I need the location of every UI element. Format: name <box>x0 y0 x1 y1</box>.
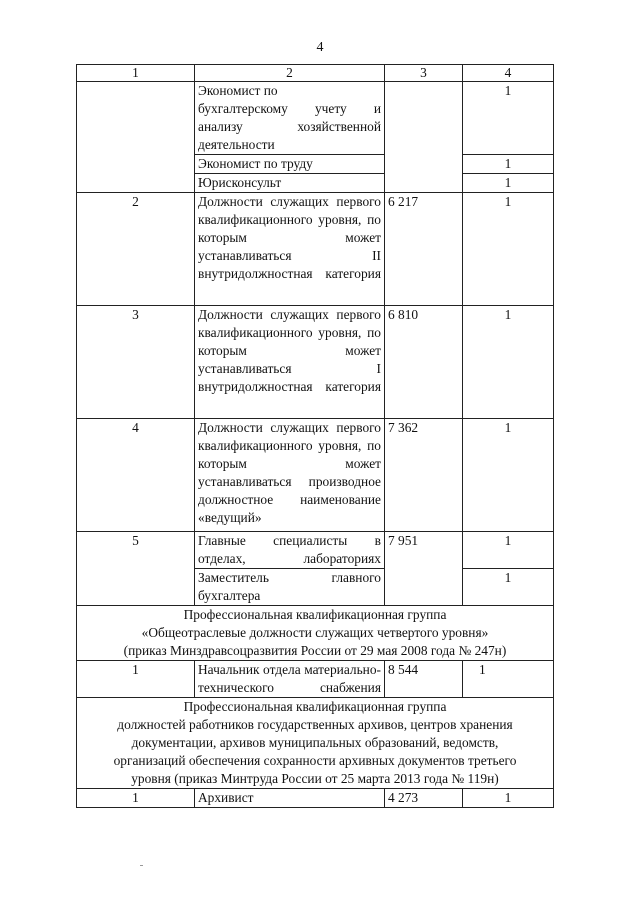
position-name: Главные специалисты в отделах, лабораториях <box>195 532 385 569</box>
table-row <box>77 193 554 306</box>
group-heading-line: документации, архивов муниципальных образований, ведомств, <box>131 735 499 750</box>
salary-value: 7 362 <box>385 419 463 532</box>
group-heading-line: Профессиональная квалификационная группа <box>183 607 447 622</box>
coefficient: 1 <box>463 789 554 808</box>
coefficient: 1 <box>463 661 554 698</box>
salary-value: 8 544 <box>385 661 463 698</box>
group-heading-line: «Общеотраслевые должности служащих четвертого уровня» <box>141 625 489 640</box>
group-header-row <box>77 606 554 661</box>
position-name: Заместитель главного бухгалтера <box>195 569 385 606</box>
page-number: 4 <box>316 40 324 55</box>
position-name <box>195 82 385 155</box>
group-heading-line: организаций обеспечения сохранности архивных документов третьего <box>113 753 517 768</box>
position-name: Начальник отдела материально-технического снабжения <box>195 661 385 698</box>
level-number: 5 <box>77 532 195 606</box>
group-heading-line: (приказ Минздравсоцразвития России от 29 мая 2008 года № 247н) <box>123 643 507 658</box>
salary-value: 7 951 <box>385 532 463 606</box>
position-name-text: Должности служащих первого квалификационного уровня, по которым может устанавливаться I внутридолжностная категория <box>198 307 381 394</box>
position-name-line: Экономист по <box>198 83 278 98</box>
empty-salary-cell <box>385 82 463 193</box>
position-name-text: Должности служащих первого квалификационного уровня, по которым может устанавливаться производное должностное наименование «ведущий» <box>198 420 381 525</box>
coefficient: 1 <box>463 419 554 532</box>
header-col-3: 3 <box>385 65 463 82</box>
position-name-line: бухгалтерскому учету и <box>198 101 381 116</box>
salary-value: 6 810 <box>385 306 463 419</box>
table-row <box>77 419 554 532</box>
coefficient: 1 <box>463 174 554 193</box>
empty-number-cell <box>77 82 195 193</box>
salary-value: 4 273 <box>385 789 463 808</box>
coefficient: 1 <box>463 532 554 569</box>
coefficient: 1 <box>463 569 554 606</box>
position-name: Архивист <box>195 789 385 808</box>
qualification-table <box>76 64 554 808</box>
table-row <box>77 82 554 155</box>
position-name: Экономист по труду <box>195 155 385 174</box>
level-number: 3 <box>77 306 195 419</box>
position-name <box>195 306 385 419</box>
group-header-row <box>77 698 554 789</box>
position-name <box>195 193 385 306</box>
salary-value: 6 217 <box>385 193 463 306</box>
header-col-4: 4 <box>463 65 554 82</box>
header-col-1: 1 <box>77 65 195 82</box>
table-header-row <box>77 65 554 82</box>
group-heading <box>77 698 554 789</box>
group-heading-line: должностей работников государственных архивов, центров хранения <box>117 717 513 732</box>
level-number: 4 <box>77 419 195 532</box>
table-row <box>77 789 554 808</box>
table-row <box>77 532 554 569</box>
position-name-line: анализу хозяйственной <box>198 119 381 134</box>
coefficient: 1 <box>463 193 554 306</box>
level-number: 1 <box>77 789 195 808</box>
level-number: 1 <box>77 661 195 698</box>
group-heading-line: уровня (приказ Минтруда России от 25 марта 2013 года № 119н) <box>131 771 499 786</box>
header-col-2: 2 <box>195 65 385 82</box>
position-name: Юрисконсульт <box>195 174 385 193</box>
group-heading-line: Профессиональная квалификационная группа <box>183 699 447 714</box>
coefficient: 1 <box>463 155 554 174</box>
coefficient: 1 <box>463 82 554 155</box>
table-row <box>77 306 554 419</box>
group-heading <box>77 606 554 661</box>
table-row <box>77 661 554 698</box>
scan-mark <box>140 865 143 866</box>
level-number: 2 <box>77 193 195 306</box>
coefficient: 1 <box>463 306 554 419</box>
position-name-text: Должности служащих первого квалификационного уровня, по которым может устанавливаться II внутридолжностная категория <box>198 194 381 281</box>
position-name <box>195 419 385 532</box>
position-name-line: деятельности <box>198 137 275 152</box>
